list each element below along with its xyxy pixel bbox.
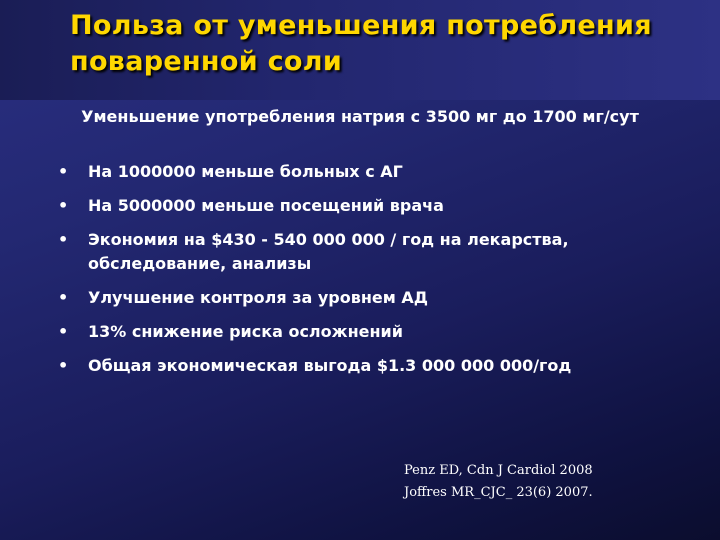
bullet-text: Экономия на $430 - 540 000 000 / год на лекарства, обследование, анализы xyxy=(88,230,569,273)
bullet-item xyxy=(58,354,698,378)
bullet-list xyxy=(58,160,698,388)
slide-subtitle: Уменьшение употребления натрия с 3500 мг до 1700 мг/сут xyxy=(81,107,639,126)
bullet-dot-icon: • xyxy=(58,322,69,341)
bullet-dot-icon: • xyxy=(58,288,69,307)
bullet-item xyxy=(58,194,698,218)
bullet-dot-icon: • xyxy=(58,230,69,249)
bullet-dot-icon: • xyxy=(58,162,69,181)
references xyxy=(404,460,704,504)
bullet-item xyxy=(58,286,698,310)
bullet-text: На 5000000 меньше посещений врача xyxy=(88,196,444,215)
bullet-text: 13% снижение риска осложнений xyxy=(88,322,403,341)
bullet-item xyxy=(58,160,698,184)
reference-line: Penz ED, Cdn J Cardiol 2008 xyxy=(404,463,593,478)
bullet-text: На 1000000 меньше больных с АГ xyxy=(88,162,403,181)
bullet-item xyxy=(58,320,698,344)
bullet-dot-icon: • xyxy=(58,356,69,375)
slide-title: Польза от уменьшения потребления поваренной соли xyxy=(70,10,652,77)
bullet-text: Общая экономическая выгода $1.3 000 000 000/год xyxy=(88,356,572,375)
reference-line: Joffres MR_CJC_ 23(6) 2007. xyxy=(404,485,593,500)
bullet-item xyxy=(58,228,698,276)
bullet-text: Улучшение контроля за уровнем АД xyxy=(88,288,429,307)
bullet-dot-icon: • xyxy=(58,196,69,215)
